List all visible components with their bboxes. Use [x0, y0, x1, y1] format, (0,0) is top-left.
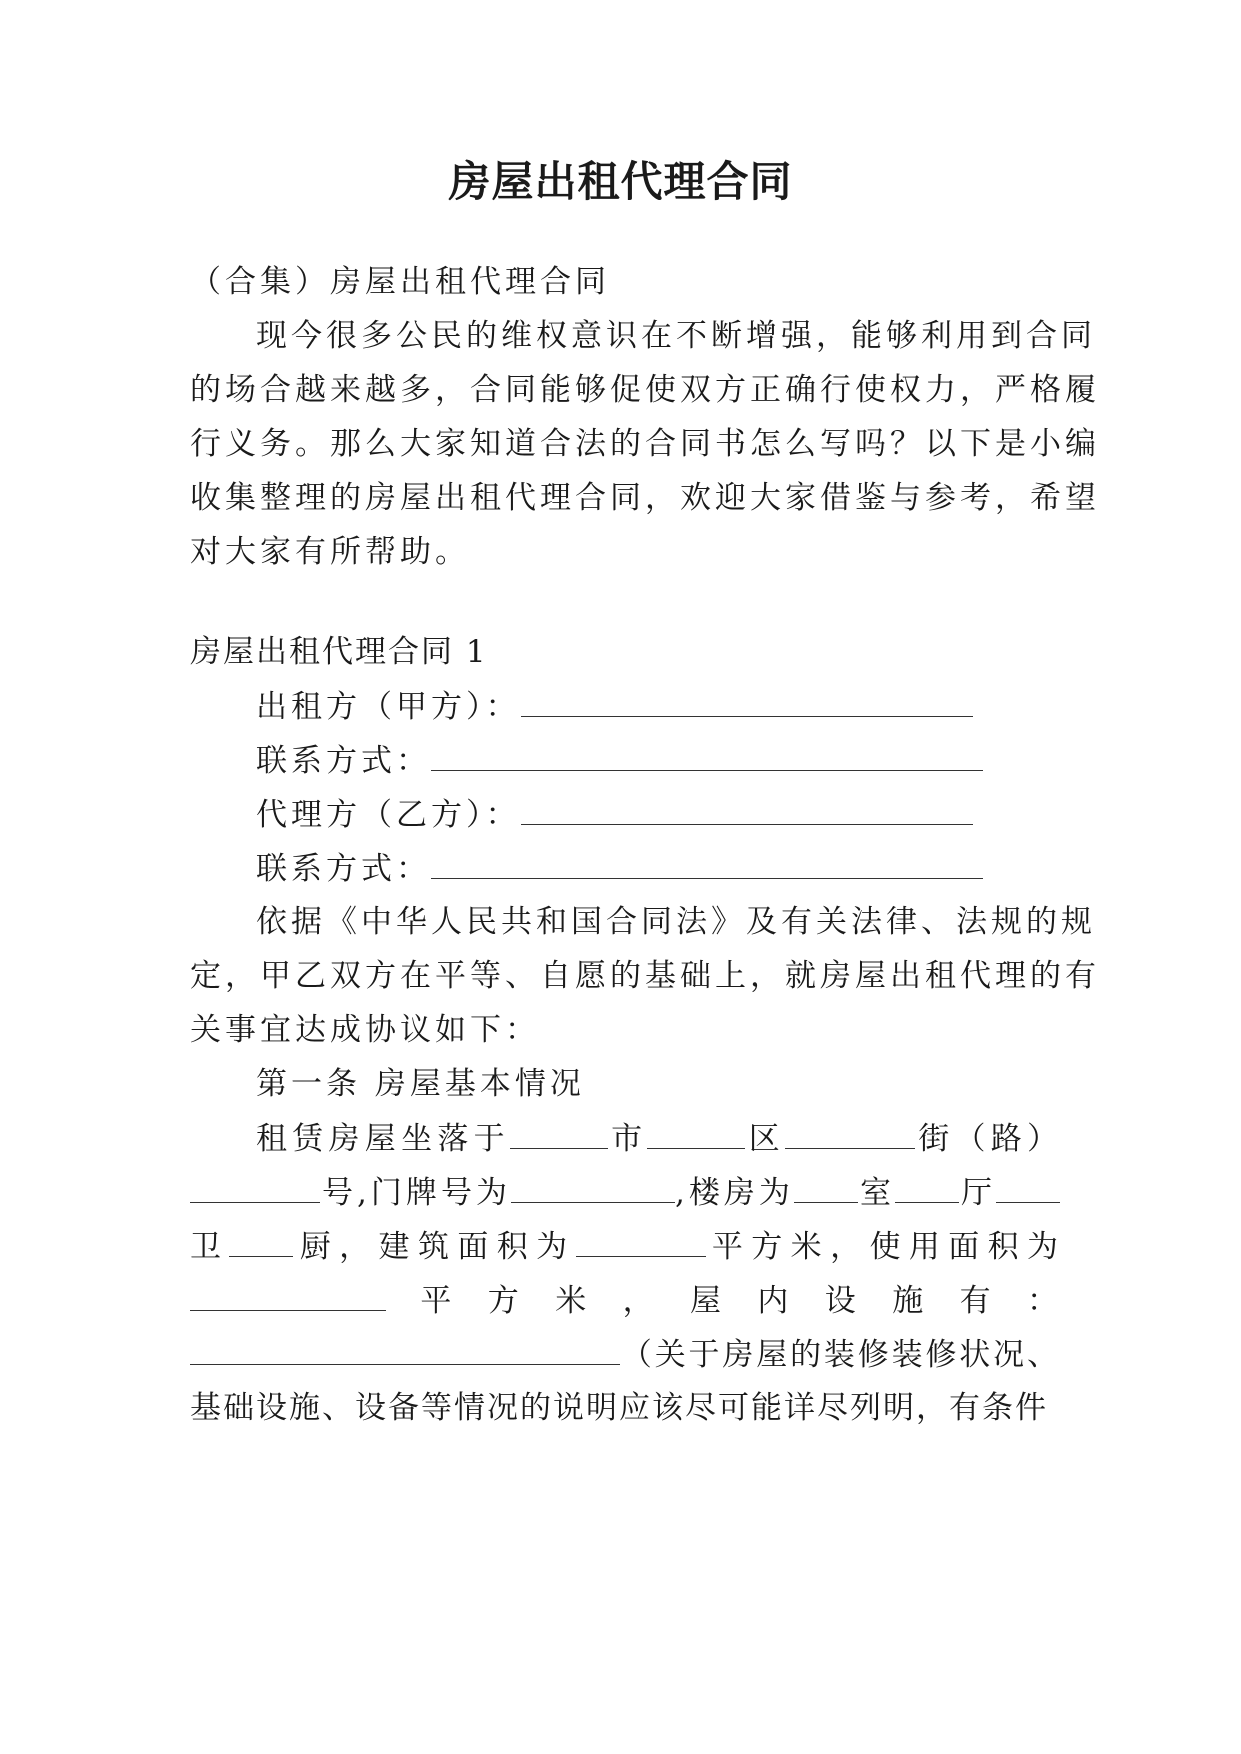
basis-line: 依据《中华人民共和国合同法》及有关法律、法规的规 [256, 904, 1096, 940]
contact-line [256, 740, 1060, 781]
article1-heading: 第一条 房屋基本情况 [256, 1066, 585, 1102]
article1-text: 平方米，使用面积为 [705, 1229, 1061, 1265]
intro-line: 对大家有所帮助。 [190, 534, 470, 570]
article1-text: 街（路） [914, 1121, 1061, 1157]
article1-line [190, 1280, 1060, 1321]
build-area-blank[interactable] [576, 1226, 706, 1257]
intro-line: 的场合越来越多，合同能够促使双方正确行使权力，严格履 [190, 372, 1100, 408]
agent-line [256, 794, 1060, 835]
document-subtitle: （合集）房屋出租代理合同 [190, 264, 610, 300]
lessor-line [256, 686, 1060, 727]
article1-text: 租赁房屋坐落于 [256, 1121, 510, 1157]
city-blank[interactable] [510, 1118, 608, 1149]
article1-text: 号,门牌号为 [320, 1175, 511, 1211]
article1-text: 厨，建筑面积为 [293, 1229, 576, 1265]
basis-line: 定，甲乙双方在平等、自愿的基础上，就房屋出租代理的有 [190, 958, 1100, 994]
kitchen-blank[interactable] [229, 1226, 293, 1257]
article1-text: 卫 [190, 1229, 230, 1265]
intro-line: 行义务。那么大家知道合法的合同书怎么写吗？以下是小编 [190, 426, 1100, 462]
article1-line [190, 1334, 1060, 1375]
contact-label: 联系方式： [256, 743, 431, 779]
number-blank[interactable] [190, 1172, 320, 1203]
district-blank[interactable] [647, 1118, 745, 1149]
facilities-blank[interactable] [190, 1334, 620, 1365]
article1-line: 基础设施、设备等情况的说明应该尽可能详尽列明，有条件 [190, 1390, 1048, 1426]
article1-text: （关于房屋的装修装修状况、 [620, 1337, 1060, 1373]
contact-blank[interactable] [431, 740, 983, 771]
contact-label: 联系方式： [256, 851, 431, 887]
article1-text: 平方米，屋内设施有： [386, 1283, 1060, 1319]
document-title: 房屋出租代理合同 [448, 157, 793, 206]
article1-text: 室 [857, 1175, 895, 1211]
basis-line: 关事宜达成协议如下： [190, 1012, 540, 1048]
article1-line [190, 1172, 1060, 1213]
article1-line [256, 1118, 1060, 1159]
contact-line [256, 848, 1060, 889]
lessor-label: 出租方（甲方）： [256, 689, 521, 725]
bath-blank[interactable] [996, 1172, 1060, 1203]
intro-line: 现今很多公民的维权意识在不断增强，能够利用到合同 [256, 318, 1096, 354]
lessor-blank[interactable] [521, 686, 973, 717]
article1-text: 市 [607, 1121, 648, 1157]
use-area-blank[interactable] [190, 1280, 386, 1311]
doorplate-blank[interactable] [511, 1172, 675, 1203]
article1-text: 厅 [958, 1175, 997, 1211]
hall-blank[interactable] [895, 1172, 959, 1203]
intro-line: 收集整理的房屋出租代理合同，欢迎大家借鉴与参考，希望 [190, 480, 1100, 516]
article1-text: 区 [745, 1121, 785, 1157]
article1-line [190, 1226, 1060, 1267]
agent-blank[interactable] [521, 794, 973, 825]
agent-label: 代理方（乙方）： [256, 797, 521, 833]
contact-blank[interactable] [431, 848, 983, 879]
street-blank[interactable] [785, 1118, 915, 1149]
article1-text: ,楼房为 [675, 1175, 794, 1211]
room-blank[interactable] [794, 1172, 858, 1203]
contract-heading: 房屋出租代理合同 1 [190, 634, 488, 670]
